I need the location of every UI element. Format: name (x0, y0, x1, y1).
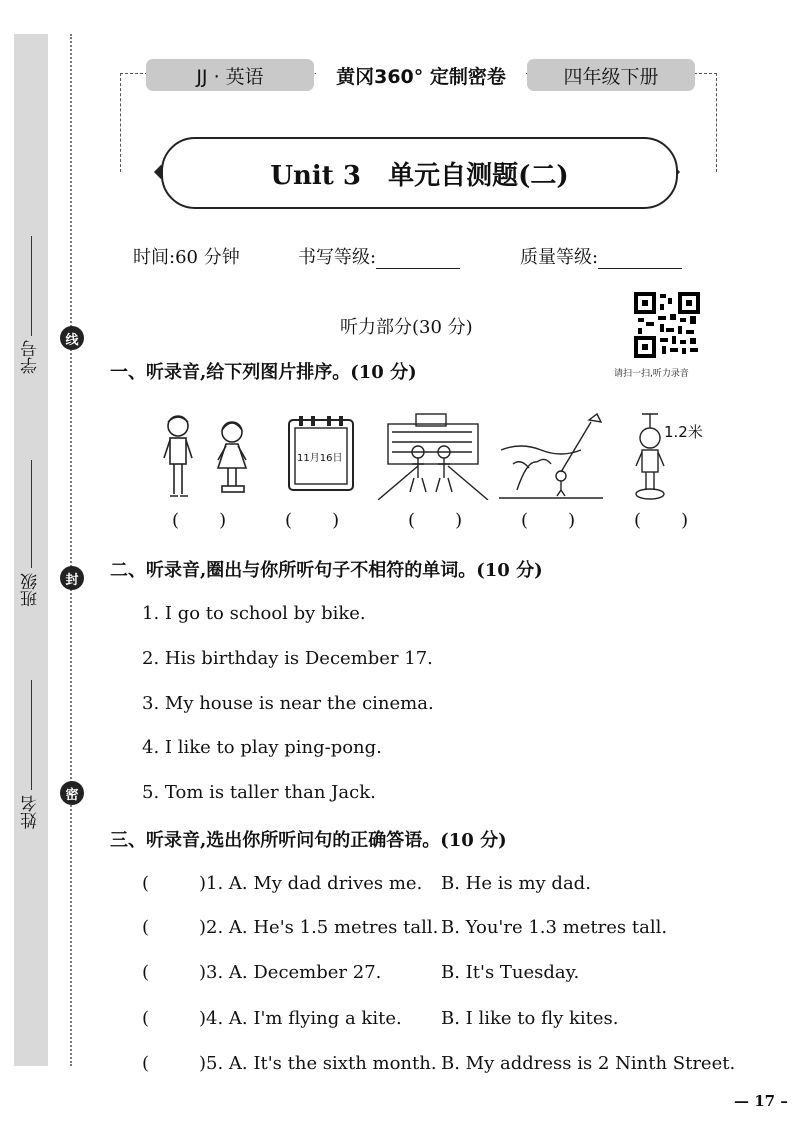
height-label: 1.2米 (664, 423, 703, 441)
seal-secret-mark: 密 (60, 781, 84, 805)
section3-title: 三、听录音,选出你所听问句的正确答语。(10 分) (110, 830, 507, 851)
subject-pill: JJ · 英语 (146, 59, 314, 91)
section2-item-2: 2. His birthday is December 17. (142, 648, 433, 669)
section3-paren-4[interactable]: ( (142, 1008, 150, 1029)
section3-item-4-b: B. I like to fly kites. (441, 1008, 619, 1029)
section2-item-3: 3. My house is near the cinema. (142, 693, 434, 714)
answer-blank-5[interactable]: ( ) (634, 510, 689, 531)
section2-title: 二、听录音,圈出与你所听句子不相符的单词。(10 分) (110, 560, 543, 581)
answer-blank-3[interactable]: ( ) (408, 510, 463, 531)
answer-blank-1[interactable]: ( ) (172, 510, 227, 531)
section2-item-5: 5. Tom is taller than Jack. (142, 782, 376, 803)
page-number: — 17 – (734, 1092, 788, 1110)
section3-item-2-b: B. You're 1.3 metres tall. (441, 917, 668, 938)
kite-picture (499, 410, 603, 500)
section3-item-1-b: B. He is my dad. (441, 873, 591, 894)
seal-line-mark: 线 (60, 326, 84, 350)
school-picture (378, 410, 490, 500)
writing-grade-blank[interactable] (376, 252, 460, 269)
calendar-date: 11月16日 (297, 453, 343, 464)
section3-item-5-a: )5. A. It's the sixth month. (199, 1053, 437, 1074)
page-title: Unit 3 单元自测题(二) (270, 160, 569, 191)
time-info: 时间:60 分钟 (133, 247, 240, 268)
section3-item-2-a: )2. A. He's 1.5 metres tall. (199, 917, 439, 938)
qr-code-icon[interactable] (634, 292, 700, 358)
listening-header: 听力部分(30 分) (340, 317, 473, 338)
student-no-blank (31, 236, 32, 336)
boy-girl-picture (156, 410, 262, 500)
section3-item-5-b: B. My address is 2 Ninth Street. (441, 1053, 736, 1074)
answer-blank-4[interactable]: ( ) (521, 510, 576, 531)
section3-paren-5[interactable]: ( (142, 1053, 150, 1074)
quality-grade-label: 质量等级: (520, 247, 599, 268)
student-no-label: 学号 (21, 340, 41, 374)
title-box (161, 137, 678, 209)
writing-grade (298, 243, 460, 269)
class-blank (31, 460, 32, 568)
section3-item-1-a: )1. A. My dad drives me. (199, 873, 423, 894)
quality-grade-blank[interactable] (598, 252, 682, 269)
section3-paren-3[interactable]: ( (142, 962, 150, 983)
section3-paren-2[interactable]: ( (142, 917, 150, 938)
cut-line (70, 34, 72, 1066)
section1-title: 一、听录音,给下列图片排序。(10 分) (110, 362, 417, 383)
class-label: 班级 (21, 573, 41, 607)
seal-seal-mark: 封 (60, 566, 84, 590)
name-label: 姓名 (21, 795, 41, 829)
section2-item-4: 4. I like to play ping-pong. (142, 737, 382, 758)
section3-item-3-a: )3. A. December 27. (199, 962, 382, 983)
qr-caption: 请扫一扫,听力录音 (614, 369, 689, 379)
section2-item-1: 1. I go to school by bike. (142, 603, 366, 624)
quality-grade (520, 243, 682, 269)
section3-item-3-b: B. It's Tuesday. (441, 962, 580, 983)
brand-title: 黄冈360° 定制密卷 (316, 59, 526, 91)
answer-blank-2[interactable]: ( ) (285, 510, 340, 531)
name-blank (31, 680, 32, 790)
grade-pill: 四年级下册 (527, 59, 695, 91)
section3-item-4-a: )4. A. I'm flying a kite. (199, 1008, 402, 1029)
writing-grade-label: 书写等级: (298, 247, 377, 268)
section3-paren-1[interactable]: ( (142, 873, 150, 894)
